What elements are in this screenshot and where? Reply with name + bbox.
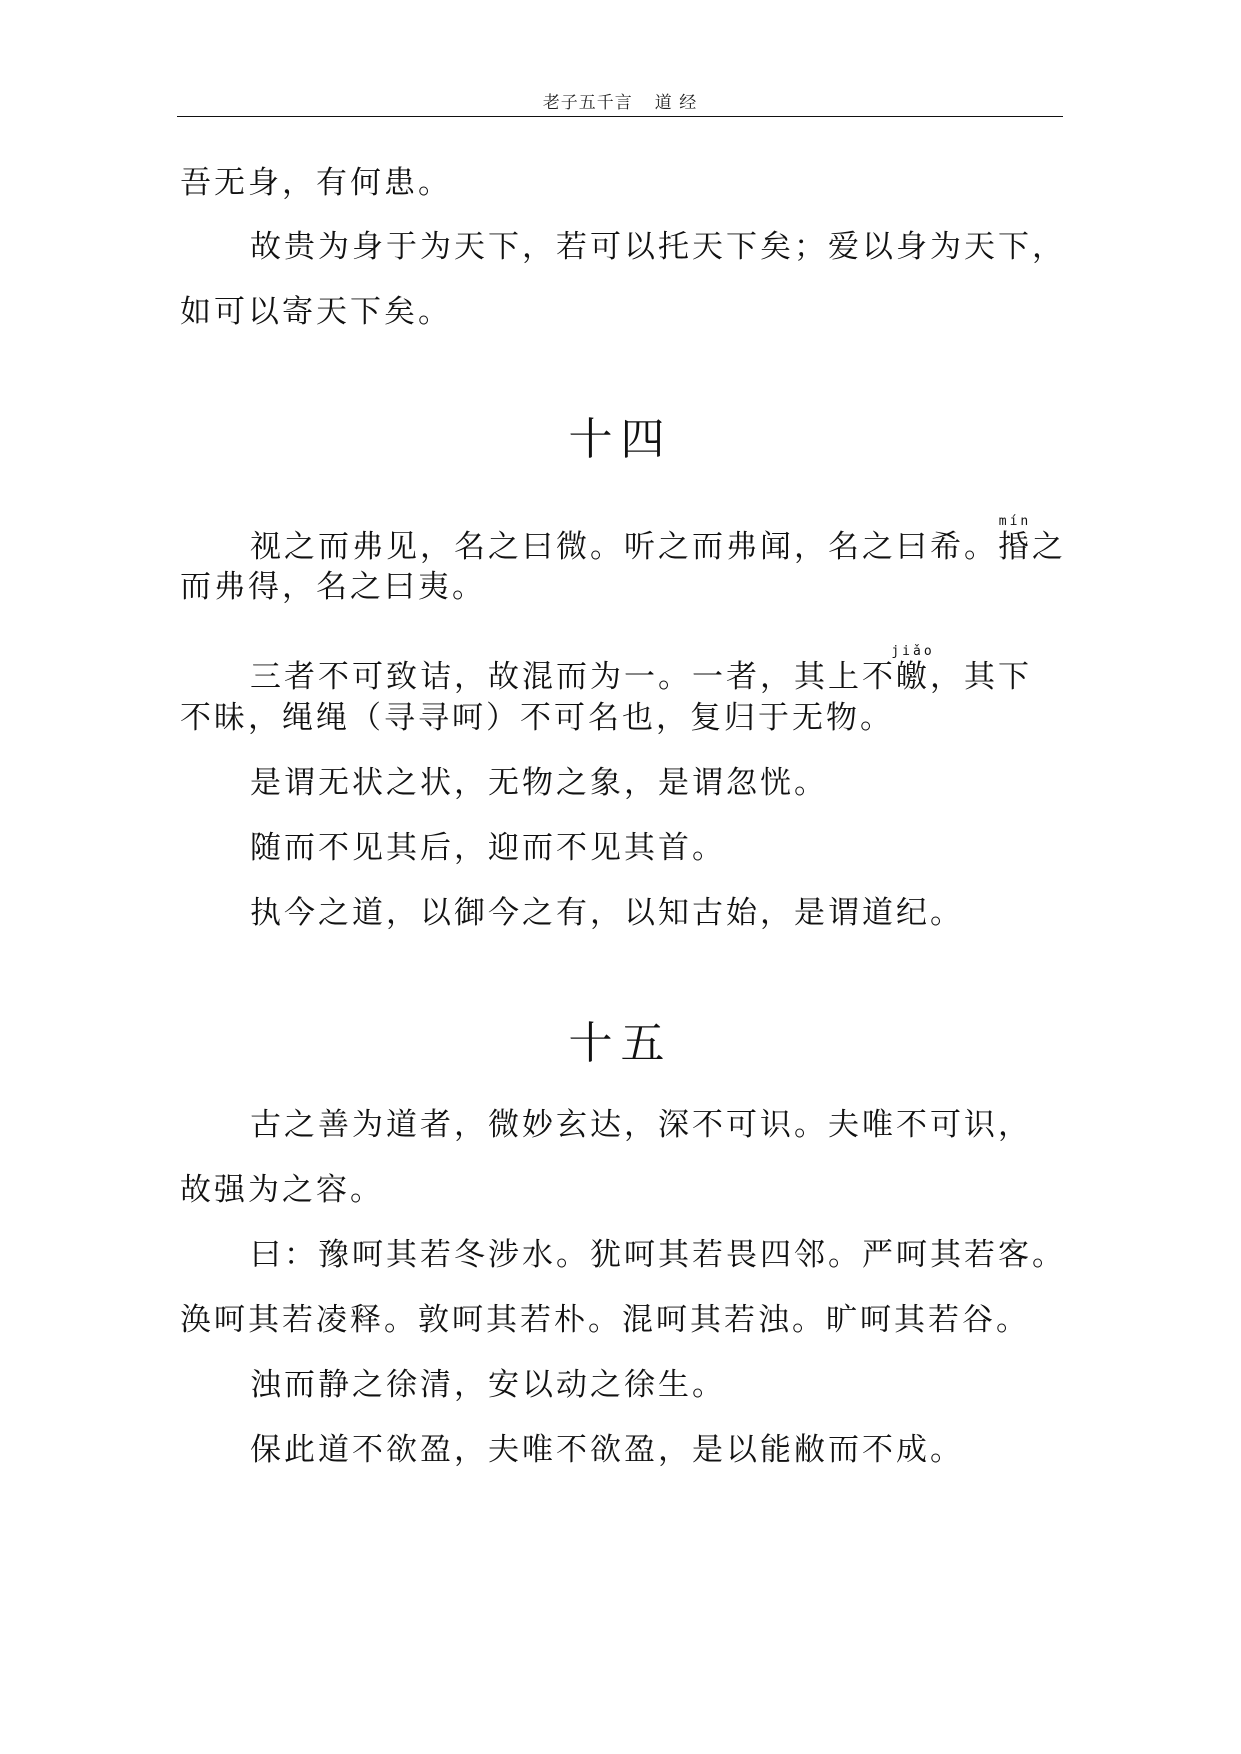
chapter-heading-15: 十五: [568, 1018, 673, 1069]
section-title: 道 经: [654, 93, 698, 113]
ruby-annotated-char: [891, 644, 935, 695]
pinyin-annotation: jiǎo: [891, 644, 935, 659]
ruby-base: 捪: [998, 529, 1032, 565]
text-span: 三者不可致诘，故混而为一。一者，其上不: [250, 659, 896, 695]
paragraph-line: 随而不见其后，迎而不见其首。: [250, 830, 726, 866]
paragraph-line: 而弗得，名之曰夷。: [180, 569, 486, 605]
paragraph-line: 保此道不欲盈，夫唯不欲盈，是以能敝而不成。: [250, 1432, 964, 1468]
chapter-heading-14: 十四: [568, 414, 673, 465]
book-title: 老子五千言: [542, 93, 633, 113]
paragraph-line: 故贵为身于为天下，若可以托天下矣；爱以身为天下，: [250, 229, 1066, 265]
paragraph-line: 如可以寄天下矣。: [180, 294, 452, 330]
paragraph-line: 浊而静之徐清，安以动之徐生。: [250, 1367, 726, 1403]
paragraph-line: [250, 515, 1066, 563]
paragraph-line: [250, 645, 1032, 693]
pinyin-annotation: mín: [998, 514, 1032, 529]
header-rule: [177, 116, 1063, 117]
ruby-annotated-char: [998, 514, 1032, 565]
paragraph-line: 涣呵其若凌释。敦呵其若朴。混呵其若浊。旷呵其若谷。: [180, 1302, 1030, 1338]
paragraph-line: 故强为之容。: [180, 1172, 384, 1208]
paragraph-line: 古之善为道者，微妙玄达，深不可识。夫唯不可识，: [250, 1107, 1032, 1143]
running-head: [177, 88, 1063, 113]
text-span: 视之而弗见，名之曰微。听之而弗闻，名之曰希。: [250, 529, 998, 565]
paragraph-line: 曰：豫呵其若冬涉水。犹呵其若畏四邻。严呵其若客。: [250, 1237, 1066, 1273]
paragraph-line: 执今之道，以御今之有，以知古始，是谓道纪。: [250, 895, 964, 931]
paragraph-line: 吾无身，有何患。: [180, 165, 452, 201]
text-span: 之: [1032, 529, 1066, 565]
paragraph-line: 是谓无状之状，无物之象，是谓忽恍。: [250, 765, 828, 801]
paragraph-line: 不昧，绳绳（寻寻呵）不可名也，复归于无物。: [180, 700, 894, 736]
text-span: ，其下: [930, 659, 1032, 695]
ruby-base: 皦: [891, 659, 935, 695]
